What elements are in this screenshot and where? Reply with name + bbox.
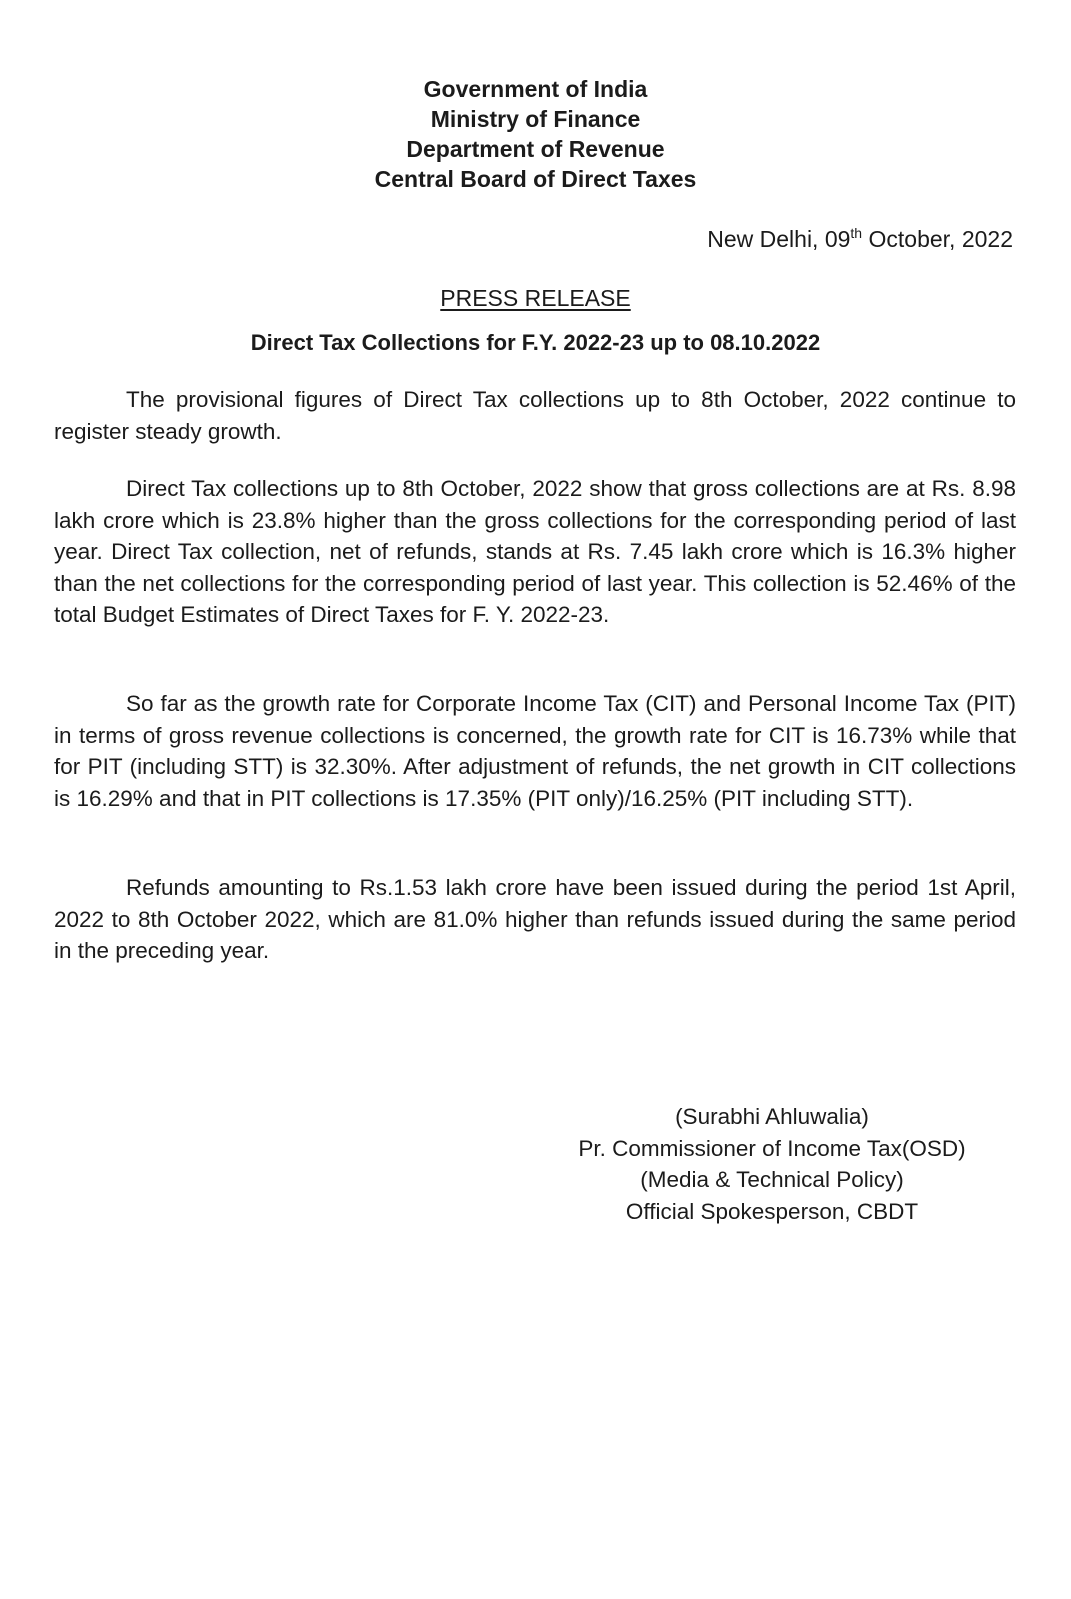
signatory-name: (Surabhi Ahluwalia) [675,1104,869,1129]
dateline [707,224,1013,254]
subject-heading: Direct Tax Collections for F.Y. 2022-23 up to 08.10.2022 [250,330,821,355]
paragraph-growth-rate: So far as the growth rate for Corporate Income Tax (CIT) and Personal Income Tax (PIT) in terms of gross revenue collections is concerned, the growth rate for CIT is 16.73% while that for PIT (including STT) is 32.30%. After adjustment of refunds, the net growth in CIT collections is 16.29% and that in PIT collections is 17.35% (PIT only)/16.25% (PIT including STT). [54,691,1016,811]
letterhead-board: Central Board of Direct Taxes [374,166,697,192]
press-release-heading [0,283,1071,313]
signatory-division: (Media & Technical Policy) [640,1167,904,1193]
letterhead [0,74,1071,194]
paragraph-collections: Direct Tax collections up to 8th October, 2022 show that gross collections are at Rs. 8.98 lakh crore which is 23.8% higher than the gross collections for the corresponding period of last year. Direct Tax collection, net of refunds, stands at Rs. 7.45 lakh crore which is 16.3% higher than the net collections for the corresponding period of last year. This collection is 52.46% of the total Budget Estimates of Direct Taxes for F. Y. 2022-23. [54,476,1016,628]
signatory-role: Official Spokesperson, CBDT [625,1198,919,1224]
letterhead-department: Department of Revenue [406,136,665,162]
dateline-ordinal: th [850,225,863,241]
signature-block [540,1101,1004,1227]
letterhead-government: Government of India [423,76,648,102]
press-release-label: PRESS RELEASE [440,285,631,311]
paragraph-refunds: Refunds amounting to Rs.1.53 lakh crore have been issued during the period 1st April, 2022 to 8th October 2022, which are 81.0% higher than refunds issued during the same period in the preceding year. [54,875,1016,964]
paragraph-intro: The provisional figures of Direct Tax collections up to 8th October, 2022 continue to register steady growth. [54,387,1016,444]
dateline-place-day: New Delhi, 09 [707,226,851,252]
dateline-month-year: October, 2022 [862,226,1013,252]
signatory-designation: Pr. Commissioner of Income Tax(OSD) [578,1135,966,1161]
letterhead-ministry: Ministry of Finance [430,106,641,132]
